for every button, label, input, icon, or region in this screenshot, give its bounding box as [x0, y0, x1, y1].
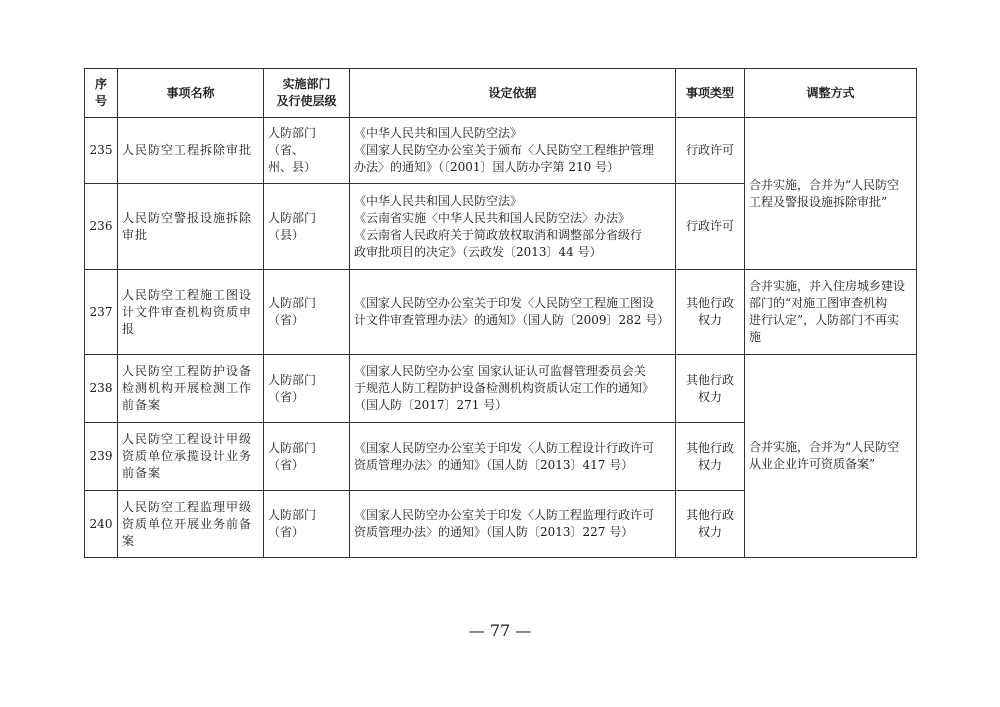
name-line: 人民防空工程施工图设: [122, 287, 253, 302]
name-line: 检测机构开展检测工作: [122, 381, 253, 395]
item-basis: [350, 184, 676, 270]
table-row: [85, 270, 917, 355]
name-line: 资质单位开展业务前备: [122, 516, 253, 531]
name-line: 审批: [122, 227, 149, 242]
item-name: [118, 355, 264, 423]
basis-line: 《国家人民防空办公室关于颁布〈人民防空工程维护管理: [354, 143, 655, 157]
adjust-line: 合并实施，并入住房城乡建设: [749, 279, 906, 293]
adjust-line: 合并实施，合并为“人民防空: [749, 177, 900, 192]
item-dept: 人防部门（省）: [264, 355, 350, 423]
item-dept: [264, 118, 350, 184]
name-line: 人民防空工程监理甲级: [122, 499, 253, 514]
item-name: 人民防空工程拆除审批: [118, 118, 264, 184]
type-line: 其他行政: [685, 440, 734, 455]
item-adjust: [745, 118, 917, 270]
header-dept-line2: 及行使层级: [276, 94, 337, 108]
row-number: 240: [85, 491, 118, 558]
name-line: 计文件审查机构资质申: [122, 304, 253, 319]
adjust-line: 部门的“对施工图审查机构: [749, 296, 888, 310]
basis-line: 《云南省实施〈中华人民共和国人民防空法〉办法》: [354, 210, 631, 225]
item-adjust: [745, 270, 917, 355]
item-basis: [350, 118, 676, 184]
item-type: [676, 270, 745, 355]
basis-line: 办法〉的通知》（〔2001〕国人防办字第 210 号）: [354, 160, 620, 174]
type-line: 其他行政: [685, 372, 734, 387]
item-dept: 人防部门（省）: [264, 491, 350, 558]
type-line: 其他行政: [685, 296, 734, 310]
item-name: [118, 270, 264, 355]
header-dept-line1: 实施部门: [282, 77, 331, 91]
basis-line: 计文件审查管理办法〉的通知》（国人防〔2009〕282 号）: [354, 313, 670, 327]
basis-line: 《国家人民防空办公室关于印发〈人防工程监理行政许可: [354, 508, 655, 522]
name-line: 案: [122, 533, 136, 548]
header-dept: [264, 69, 350, 118]
row-number: 237: [85, 270, 118, 355]
basis-line: 《国家人民防空办公室关于印发〈人民防空工程施工图设: [354, 296, 655, 310]
item-basis: [350, 491, 676, 558]
header-type: 事项类型: [676, 69, 745, 118]
header-basis: 设定依据: [350, 69, 676, 118]
basis-line: 于规范人防工程防护设备检测机构资质认定工作的通知》: [354, 381, 655, 395]
items-table: [84, 68, 917, 558]
item-dept: 人防部门（省）: [264, 270, 350, 355]
basis-line: 政审批项目的决定》（云政发〔2013〕44 号）: [354, 244, 602, 259]
name-line: 资质单位承揽设计业务: [122, 449, 253, 463]
basis-line: 《云南省人民政府关于简政放权取消和调整部分省级行: [354, 227, 643, 242]
row-number: 236: [85, 184, 118, 270]
table-row: [85, 118, 917, 184]
item-type: [676, 423, 745, 491]
item-dept: 人防部门（省）: [264, 423, 350, 491]
header-seq-line2: 号: [94, 94, 107, 108]
basis-line: 《国家人民防空办公室 国家认证认可监督管理委员会关: [354, 364, 646, 378]
adjust-line: 合并实施，合并为“人民防空: [749, 440, 900, 454]
name-line: 人民防空工程设计甲级: [122, 432, 253, 446]
item-type: [676, 491, 745, 558]
type-line: 权力: [697, 457, 722, 472]
basis-line: 资质管理办法〉的通知》（国人防〔2013〕227 号）: [354, 525, 634, 539]
adjust-line: 从业企业许可资质备案”: [749, 457, 876, 471]
table-row: [85, 355, 917, 423]
item-type: 行政许可: [676, 118, 745, 184]
dept-line: 州、县）: [268, 160, 317, 174]
header-seq: [85, 69, 118, 118]
type-line: 权力: [697, 389, 722, 404]
name-line: 人民防空警报设施拆除: [122, 210, 253, 225]
name-line: 人民防空工程防护设备: [122, 364, 253, 378]
item-name: [118, 184, 264, 270]
basis-line: 《国家人民防空办公室关于印发〈人防工程设计行政许可: [354, 440, 655, 455]
adjust-line: 施: [749, 330, 762, 344]
row-number: 235: [85, 118, 118, 184]
item-basis: [350, 270, 676, 355]
name-line: 报: [122, 321, 136, 336]
type-line: 权力: [697, 525, 722, 539]
dept-line: 人防部门（省、: [268, 126, 317, 157]
type-line: 权力: [697, 313, 722, 327]
name-line: 前备案: [122, 466, 162, 480]
item-adjust: [745, 355, 917, 558]
basis-line: 资质管理办法〉的通知》（国人防〔2013〕417 号）: [354, 457, 634, 472]
basis-line: 《中华人民共和国人民防空法》: [354, 193, 523, 208]
item-name: [118, 491, 264, 558]
basis-line: 《中华人民共和国人民防空法》: [354, 126, 523, 140]
row-number: 239: [85, 423, 118, 491]
adjust-line: 工程及警报设施拆除审批”: [749, 194, 888, 209]
page-number: — 77 —: [468, 621, 532, 640]
item-type: [676, 355, 745, 423]
item-name: [118, 423, 264, 491]
item-basis: [350, 423, 676, 491]
item-basis: [350, 355, 676, 423]
row-number: 238: [85, 355, 118, 423]
adjust-line: 进行认定”，人防部门不再实: [749, 313, 900, 327]
item-dept: 人防部门（县）: [264, 184, 350, 270]
item-type: 行政许可: [676, 184, 745, 270]
name-line: 前备案: [122, 398, 162, 412]
header-seq-line1: 序: [94, 77, 107, 91]
header-adjust: 调整方式: [745, 69, 917, 118]
basis-line: （国人防〔2017〕271 号）: [354, 398, 508, 412]
header-name: 事项名称: [118, 69, 264, 118]
header-row: [85, 69, 917, 118]
type-line: 其他行政: [685, 508, 734, 522]
